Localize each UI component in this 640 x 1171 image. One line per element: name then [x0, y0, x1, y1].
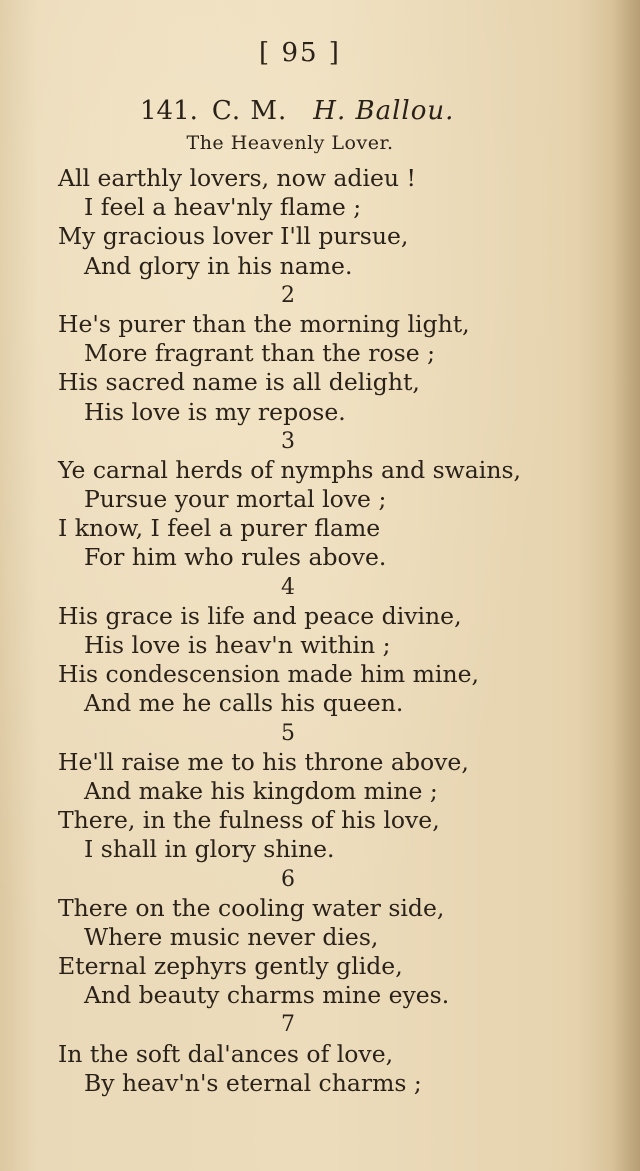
hymn-meter: C. M.: [211, 96, 288, 126]
hymn-heading: [140, 96, 600, 126]
stanza-number: 4: [281, 574, 295, 600]
hymn-author: H. Ballou.: [313, 96, 455, 126]
verse-line: All earthly lovers, now adieu !: [58, 164, 416, 192]
page-number: [ 95 ]: [259, 38, 341, 68]
verse-line: And me he calls his queen.: [84, 689, 404, 718]
hymn-body: [58, 164, 598, 1098]
stanza-number: 7: [281, 1012, 295, 1038]
verse-line: And beauty charms mine eyes.: [84, 981, 450, 1010]
verse-line: There on the cooling water side,: [58, 893, 445, 922]
verse-line: He'll raise me to his throne above,: [58, 747, 469, 776]
hymn-number: 141.: [140, 96, 198, 126]
verse-line: I know, I feel a purer flame: [58, 514, 381, 543]
stanza: [58, 281, 598, 427]
verse-line: His love is heav'n within ;: [84, 631, 391, 659]
stanza-number: 3: [281, 428, 295, 454]
verse-line: In the soft dal'ances of love,: [58, 1039, 394, 1068]
verse-line: Where music never dies,: [84, 922, 379, 951]
stanza: [58, 573, 598, 719]
verse-line: There, in the fulness of his love,: [58, 806, 440, 835]
verse-line: Ye carnal herds of nymphs and swains,: [58, 455, 521, 484]
verse-line: His sacred name is all delight,: [58, 368, 420, 397]
stanza: [58, 427, 598, 573]
verse-line: His condescension made him mine,: [58, 660, 479, 689]
verse-line: My gracious lover I'll pursue,: [58, 222, 409, 251]
verse-line: And glory in his name.: [84, 251, 353, 280]
verse-line: By heav'n's eternal charms ;: [84, 1068, 422, 1097]
stanza: [58, 164, 598, 281]
verse-line: Pursue your mortal love ;: [84, 485, 387, 514]
verse-line: He's purer than the morning light,: [58, 309, 470, 338]
verse-line: Eternal zephyrs gently glide,: [58, 952, 403, 981]
verse-line: I feel a heav'nly flame ;: [84, 193, 362, 222]
stanza-number: 5: [281, 720, 295, 746]
hymn-title: The Heavenly Lover.: [186, 132, 394, 154]
stanza-number: 2: [281, 282, 295, 308]
stanza: [58, 865, 598, 1011]
verse-line: More fragrant than the rose ;: [84, 339, 435, 368]
stanza: [58, 719, 598, 865]
verse-line: His grace is life and peace divine,: [58, 601, 462, 630]
stanza-number: 6: [281, 866, 295, 892]
page-edge-shadow: [612, 0, 640, 1171]
verse-line: For him who rules above.: [84, 543, 387, 572]
verse-line: I shall in glory shine.: [84, 835, 335, 864]
stanza: [58, 1010, 598, 1098]
verse-line: His love is my repose.: [84, 397, 346, 426]
verse-line: And make his kingdom mine ;: [84, 776, 438, 805]
